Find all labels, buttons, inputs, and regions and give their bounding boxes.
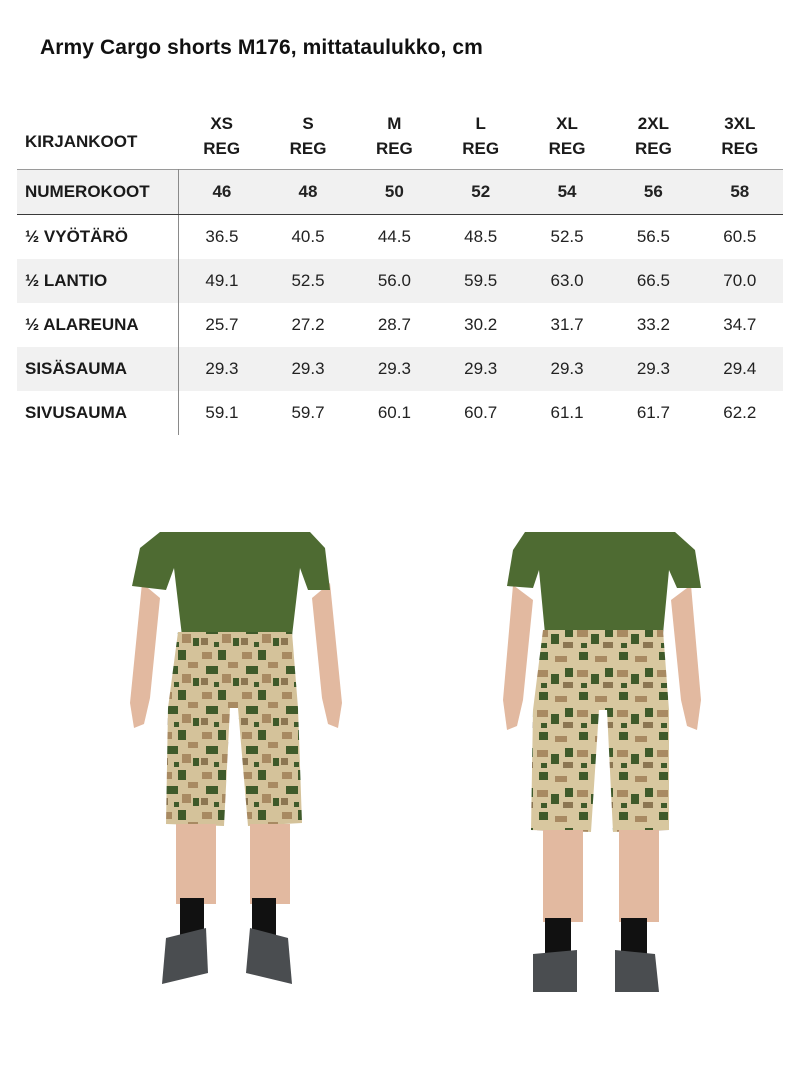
cell: 46 [179,170,265,215]
cell: 29.3 [524,347,610,391]
cell: 59.7 [291,403,325,422]
row-label: SIVUSAUMA [17,391,179,435]
cell: 54 [524,170,610,215]
cell: 28.7 [377,315,411,334]
size-col-3xl [697,100,783,170]
cell: 40.5 [291,227,325,246]
cell: 50 [351,170,437,215]
header-label: KIRJANKOOT [25,132,138,151]
size-col-l [438,100,524,170]
cell: 36.5 [205,227,239,246]
cell: 27.2 [291,315,325,334]
table-row-sisasauma [17,347,783,391]
size-letter: 3XL [724,113,756,133]
cell: 48.5 [464,227,498,246]
size-fit: REG [375,138,413,158]
cell: 60.1 [377,403,411,422]
row-label: ½ VYÖTÄRÖ [17,215,179,260]
cell: 29.3 [351,347,437,391]
model-back-illustration [495,530,715,1000]
cell: 60.7 [464,403,498,422]
row-label: ½ ALAREUNA [17,303,179,347]
size-letter: L [475,113,486,133]
cell: 63.0 [524,259,610,303]
cell: 56.0 [351,259,437,303]
row-label: NUMEROKOOT [17,170,179,215]
cell: 59.5 [438,259,524,303]
cell: 31.7 [550,315,584,334]
size-letter: XS [210,113,234,133]
cell: 25.7 [205,315,239,334]
cell: 66.5 [610,259,696,303]
table-row-vyotaro [17,215,783,260]
cell: 61.7 [636,403,670,422]
size-fit: REG [462,138,500,158]
table-row-lantio [17,259,783,303]
cell: 48 [265,170,351,215]
size-fit: REG [721,138,759,158]
size-letter: XL [556,113,578,133]
size-fit: REG [203,138,241,158]
table-row-sivusauma [17,391,783,435]
product-photo-front [120,528,360,998]
table-row-numerokoot [17,170,783,215]
row-label: SISÄSAUMA [17,347,179,391]
table-row-alareuna [17,303,783,347]
size-fit: REG [548,138,586,158]
cell: 30.2 [464,315,498,334]
size-col-xl [524,100,610,170]
cell: 29.3 [179,347,265,391]
size-fit: REG [634,138,672,158]
cell: 70.0 [697,259,783,303]
model-front-illustration [120,528,360,998]
cell: 62.2 [723,403,757,422]
cell: 58 [697,170,783,215]
cell: 61.1 [550,403,584,422]
cell: 49.1 [179,259,265,303]
size-letter: S [302,113,314,133]
cell: 29.3 [265,347,351,391]
cell: 52.5 [265,259,351,303]
cell: 56 [610,170,696,215]
cell: 59.1 [205,403,239,422]
cell: 56.5 [636,227,670,246]
page-title: Army Cargo shorts M176, mittataulukko, cm [40,36,483,59]
size-col-m [351,100,437,170]
cell: 29.3 [438,347,524,391]
size-chart-table [17,100,783,435]
size-fit: REG [289,138,327,158]
size-col-xs [179,100,265,170]
size-col-s [265,100,351,170]
size-letter: M [387,113,402,133]
cell: 34.7 [723,315,757,334]
row-label: ½ LANTIO [17,259,179,303]
cell: 29.3 [610,347,696,391]
cell: 60.5 [723,227,757,246]
cell: 33.2 [636,315,670,334]
table-header-row [17,100,783,170]
product-photo-back [495,530,715,1000]
cell: 52.5 [550,227,584,246]
cell: 52 [438,170,524,215]
cell: 29.4 [697,347,783,391]
size-col-2xl [610,100,696,170]
size-letter: 2XL [637,113,669,133]
cell: 44.5 [377,227,411,246]
